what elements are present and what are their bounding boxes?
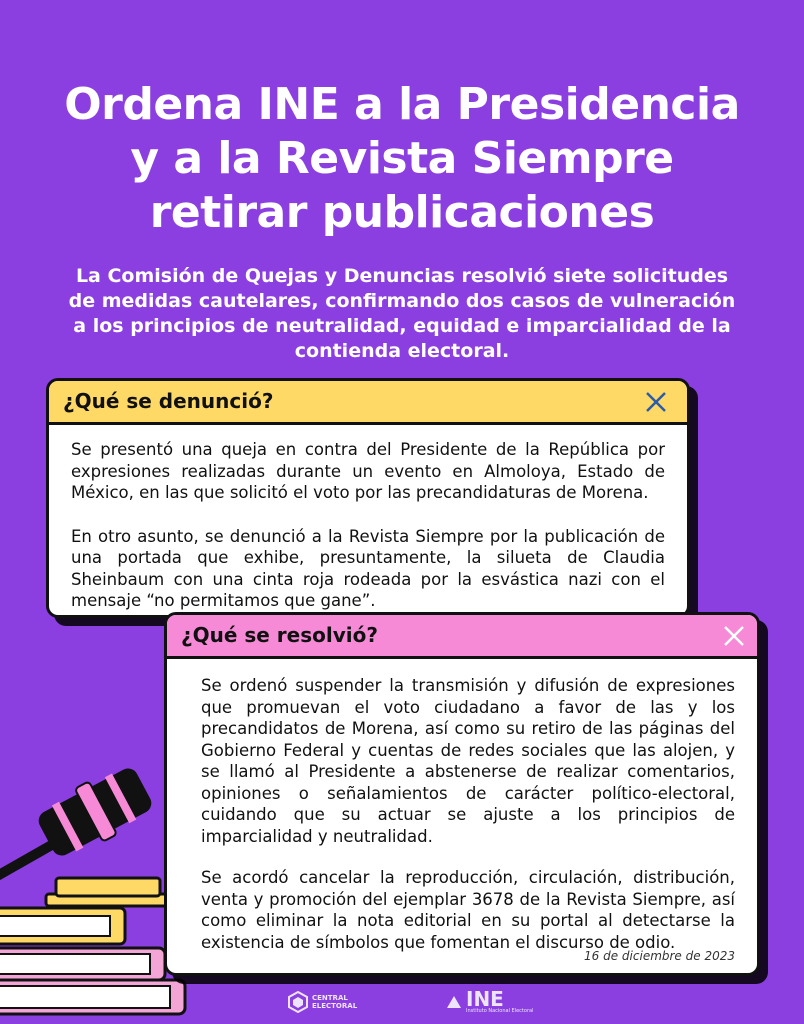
what-was-resolved-card [164, 612, 760, 976]
logo-text: INE [466, 987, 504, 1011]
subtitle: La Comisión de Quejas y Denuncias resolvió siete solicitudes de medidas cautelares, confirmando dos casos de vulneración a los principios de neutralidad, equidad e imparcialidad de la contienda electoral. [68, 265, 736, 362]
paragraph: En otro asunto, se denunció a la Revista Siempre por la publicación de una portada que exhibe, presuntamente, la silueta de Claudia Sheinbaum con una cinta roja rodeada por la esvástica nazi con el mensaje “no permitamos que gane”. [71, 526, 665, 610]
card-header [49, 381, 687, 425]
books-stack-icon [0, 908, 185, 1014]
logo-subtext: Instituto Nacional Electoral [466, 1008, 534, 1014]
title-line-1: Ordena INE a la Presidencia [64, 79, 740, 130]
paragraph: Se acordó cancelar la reproducción, circulación, distribución, venta y promoción del ejemplar 3678 de la Revista Siempre, así como eliminar la nota editorial en su portal al detectarse la existencia de símbolos que fomentan el discurso de odio. [201, 868, 735, 952]
paragraph: Se presentó una queja en contra del Presidente de la República por expresiones realizadas durante un evento en Almoloya, Estado de México, en las que solicitó el voto por las precandidaturas de Morena. [71, 440, 665, 502]
gavel-icon [0, 765, 174, 906]
ine-logo [446, 988, 533, 1016]
card-header [167, 615, 757, 659]
logo-text: CENTRAL [312, 994, 348, 1002]
card-heading: ¿Qué se denunció? [63, 389, 274, 413]
title-line-2: y a la Revista Siempre [130, 133, 674, 184]
paragraph: Se ordenó suspender la transmisión y difusión de expresiones que promuevan el voto ciudadano a favor de las y los precandidatos de Morena, así como su retiro de las páginas del Gobierno Federal y cuentas de redes sociales que las alojen, y se llamó al Presidente a abstenerse de realizar comentarios, opiniones o señalamientos de carácter político-electoral, cuidando que su actuar se ajuste a los principios de imparcialidad y neutralidad. [201, 676, 735, 846]
logo-text: ELECTORAL [312, 1002, 358, 1010]
title-line-3: retirar publicaciones [149, 187, 655, 238]
central-electoral-logo [288, 988, 357, 1016]
card-body [49, 425, 687, 612]
card-heading: ¿Qué se resolvió? [181, 623, 378, 647]
card-body [167, 659, 757, 953]
close-icon[interactable] [643, 389, 669, 415]
what-was-reported-card [46, 378, 690, 618]
close-icon[interactable] [721, 623, 747, 649]
central-electoral-icon [288, 991, 308, 1013]
ine-icon [446, 995, 462, 1009]
date-label: 16 de diciembre de 2023 [584, 949, 735, 963]
page-title [0, 78, 804, 240]
